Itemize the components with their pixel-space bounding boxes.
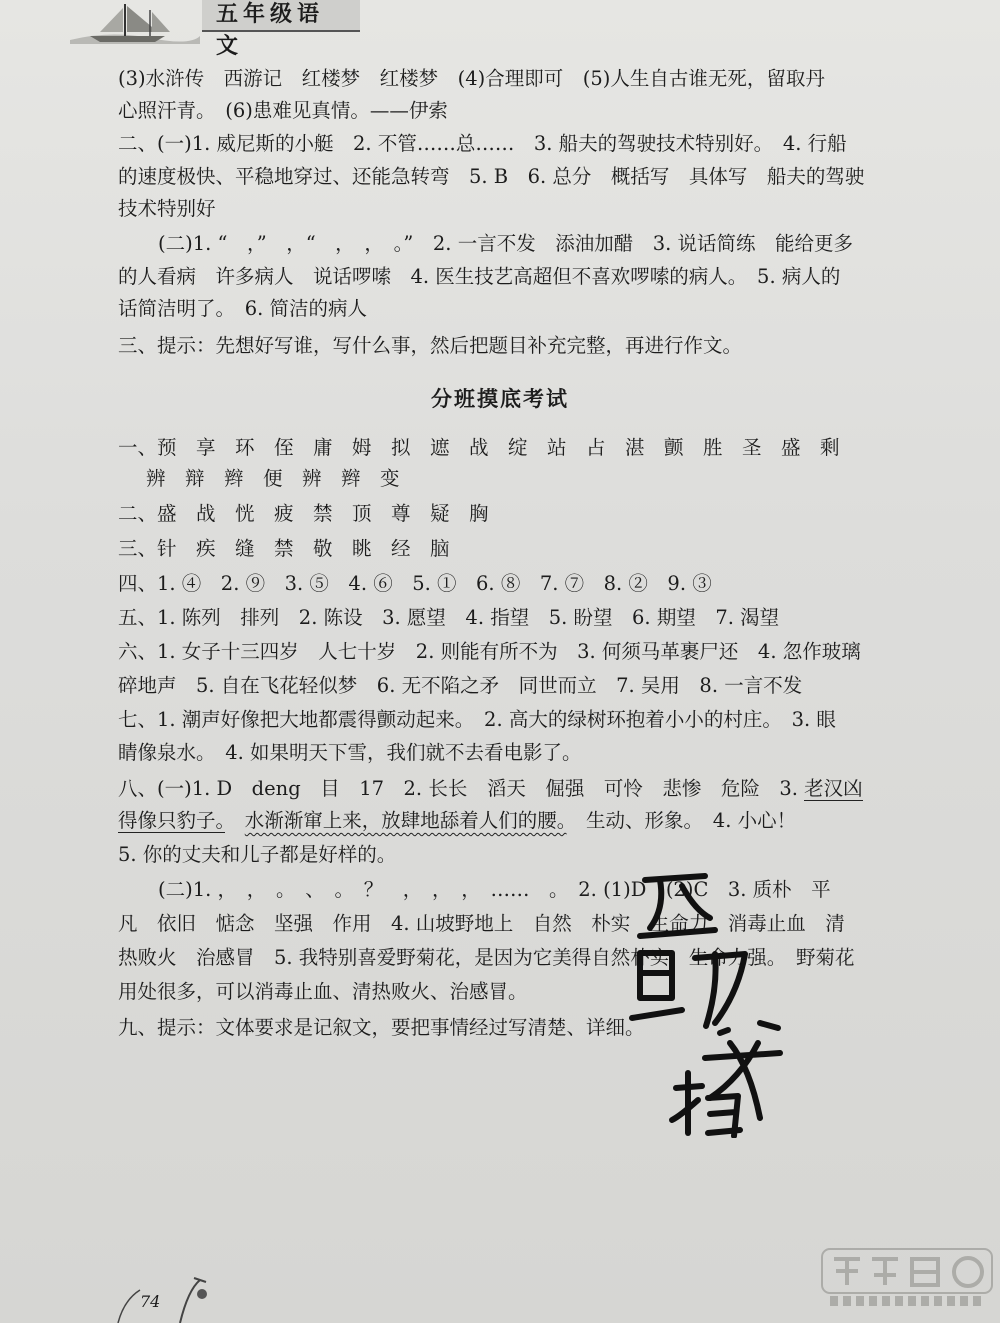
text-line: 六、1. 女子十三四岁 人七十岁 2. 则能有所不为 3. 何须马革裹尸还 4. 忽作玻璃	[118, 640, 861, 663]
page-footer	[110, 1270, 220, 1323]
text-line: 五、1. 陈列 排列 2. 陈设 3. 愿望 4. 指望 5. 盼望 6. 期望 7. 渴望	[118, 606, 780, 629]
footer-ornament	[110, 1270, 220, 1323]
text-line: (3)水浒传 西游记 红楼梦 红楼梦 (4)合理即可 (5)人生自古谁无死，留取丹	[118, 67, 825, 90]
text-line: 的速度极快、平稳地穿过、还能急转弯 5. B 6. 总分 概括写 具体写 船夫的驾驶	[118, 165, 865, 188]
text-line: 二、盛 战 恍 疲 禁 顶 尊 疑 胸	[118, 502, 489, 525]
text-segment: 八、(一)1. D deng 目 17 2. 长长 滔天 倔强 可怜 悲惨 危险 3.	[118, 777, 805, 800]
underlined-phrase: 得像只豹子。	[118, 809, 226, 832]
handwritten-mark	[610, 858, 790, 1138]
text-line: 三、提示：先想好写谁，写什么事，然后把题目补充完整，再进行作文。	[118, 334, 743, 357]
page-number: 74	[140, 1292, 161, 1311]
text-line: 二、(一)1. 威尼斯的小艇 2. 不管……总…… 3. 船夫的驾驶技术特别好。 4. 行船	[118, 132, 847, 155]
watermark-logo	[820, 1245, 995, 1315]
text-line: (二)1. ， ， 。 、 。 ？ ， ， ， …… 。 2. (1)D (2)C 3. 质朴 平	[158, 878, 831, 901]
underlined-phrase: 老汉凶	[804, 777, 863, 800]
text-line: 技术特别好	[118, 197, 216, 220]
text-line: 碎地声 5. 自在飞花轻似梦 6. 无不陷之矛 同世而立 7. 吴用 8. 一言不发	[118, 674, 803, 697]
text-line: 睛像泉水。 4. 如果明天下雪，我们就不去看电影了。	[118, 741, 582, 764]
text-line: 辨 辩 辫 便 辨 辫 变	[146, 467, 400, 490]
text-line: 话简洁明了。 6. 简洁的病人	[118, 297, 368, 320]
text-line: 心照汗青。 (6)患难见真情。——伊索	[118, 99, 448, 122]
text-line	[118, 774, 863, 804]
sailboat-illustration	[70, 0, 200, 44]
text-segment	[225, 809, 245, 832]
text-line: (二)1. “ ，” ，“ ， ， 。” 2. 一言不发 添油加醋 3. 说话简练 能给更多	[158, 232, 854, 255]
text-segment: 生动、形象。 4. 小心！	[566, 809, 797, 832]
text-line: 三、针 疾 缝 禁 敬 眺 经 脑	[118, 537, 450, 560]
page-header	[70, 0, 360, 59]
wavy-underlined-phrase: 水渐渐窜上来，放肆地舔着人们的腰。	[244, 809, 567, 832]
text-line: 七、1. 潮声好像把大地都震得颤动起来。 2. 高大的绿树环抱着小小的村庄。 3. 眼	[118, 708, 836, 731]
text-line: 九、提示：文体要求是记叙文，要把事情经过写清楚、详细。	[118, 1016, 645, 1039]
header-title: 五年级语文	[202, 0, 360, 32]
text-line: 四、1. ④ 2. ⑨ 3. ⑤ 4. ⑥ 5. ① 6. ⑧ 7. ⑦ 8. ② 9. ③	[118, 572, 712, 595]
section-title: 分班摸底考试	[431, 386, 569, 411]
text-line	[118, 806, 796, 836]
text-line: 一、预 享 环 侄 庸 姆 拟 遮 战 绽 站 占 湛 颤 胜 圣 盛 剩	[118, 436, 840, 459]
text-line: 用处很多，可以消毒止血、清热败火、治感冒。	[118, 980, 528, 1003]
text-line: 凡 依旧 惦念 坚强 作用 4. 山坡野地上 自然 朴实 生命力 消毒止血 清	[118, 912, 845, 935]
text-line: 热败火 治感冒 5. 我特别喜爱野菊花，是因为它美得自然朴实，生命力强。 野菊花	[118, 946, 855, 969]
text-line: 5. 你的丈夫和儿子都是好样的。	[118, 843, 397, 866]
text-line: 的人看病 许多病人 说话啰嗦 4. 医生技艺高超但不喜欢啰嗦的病人。 5. 病人的	[118, 265, 841, 288]
